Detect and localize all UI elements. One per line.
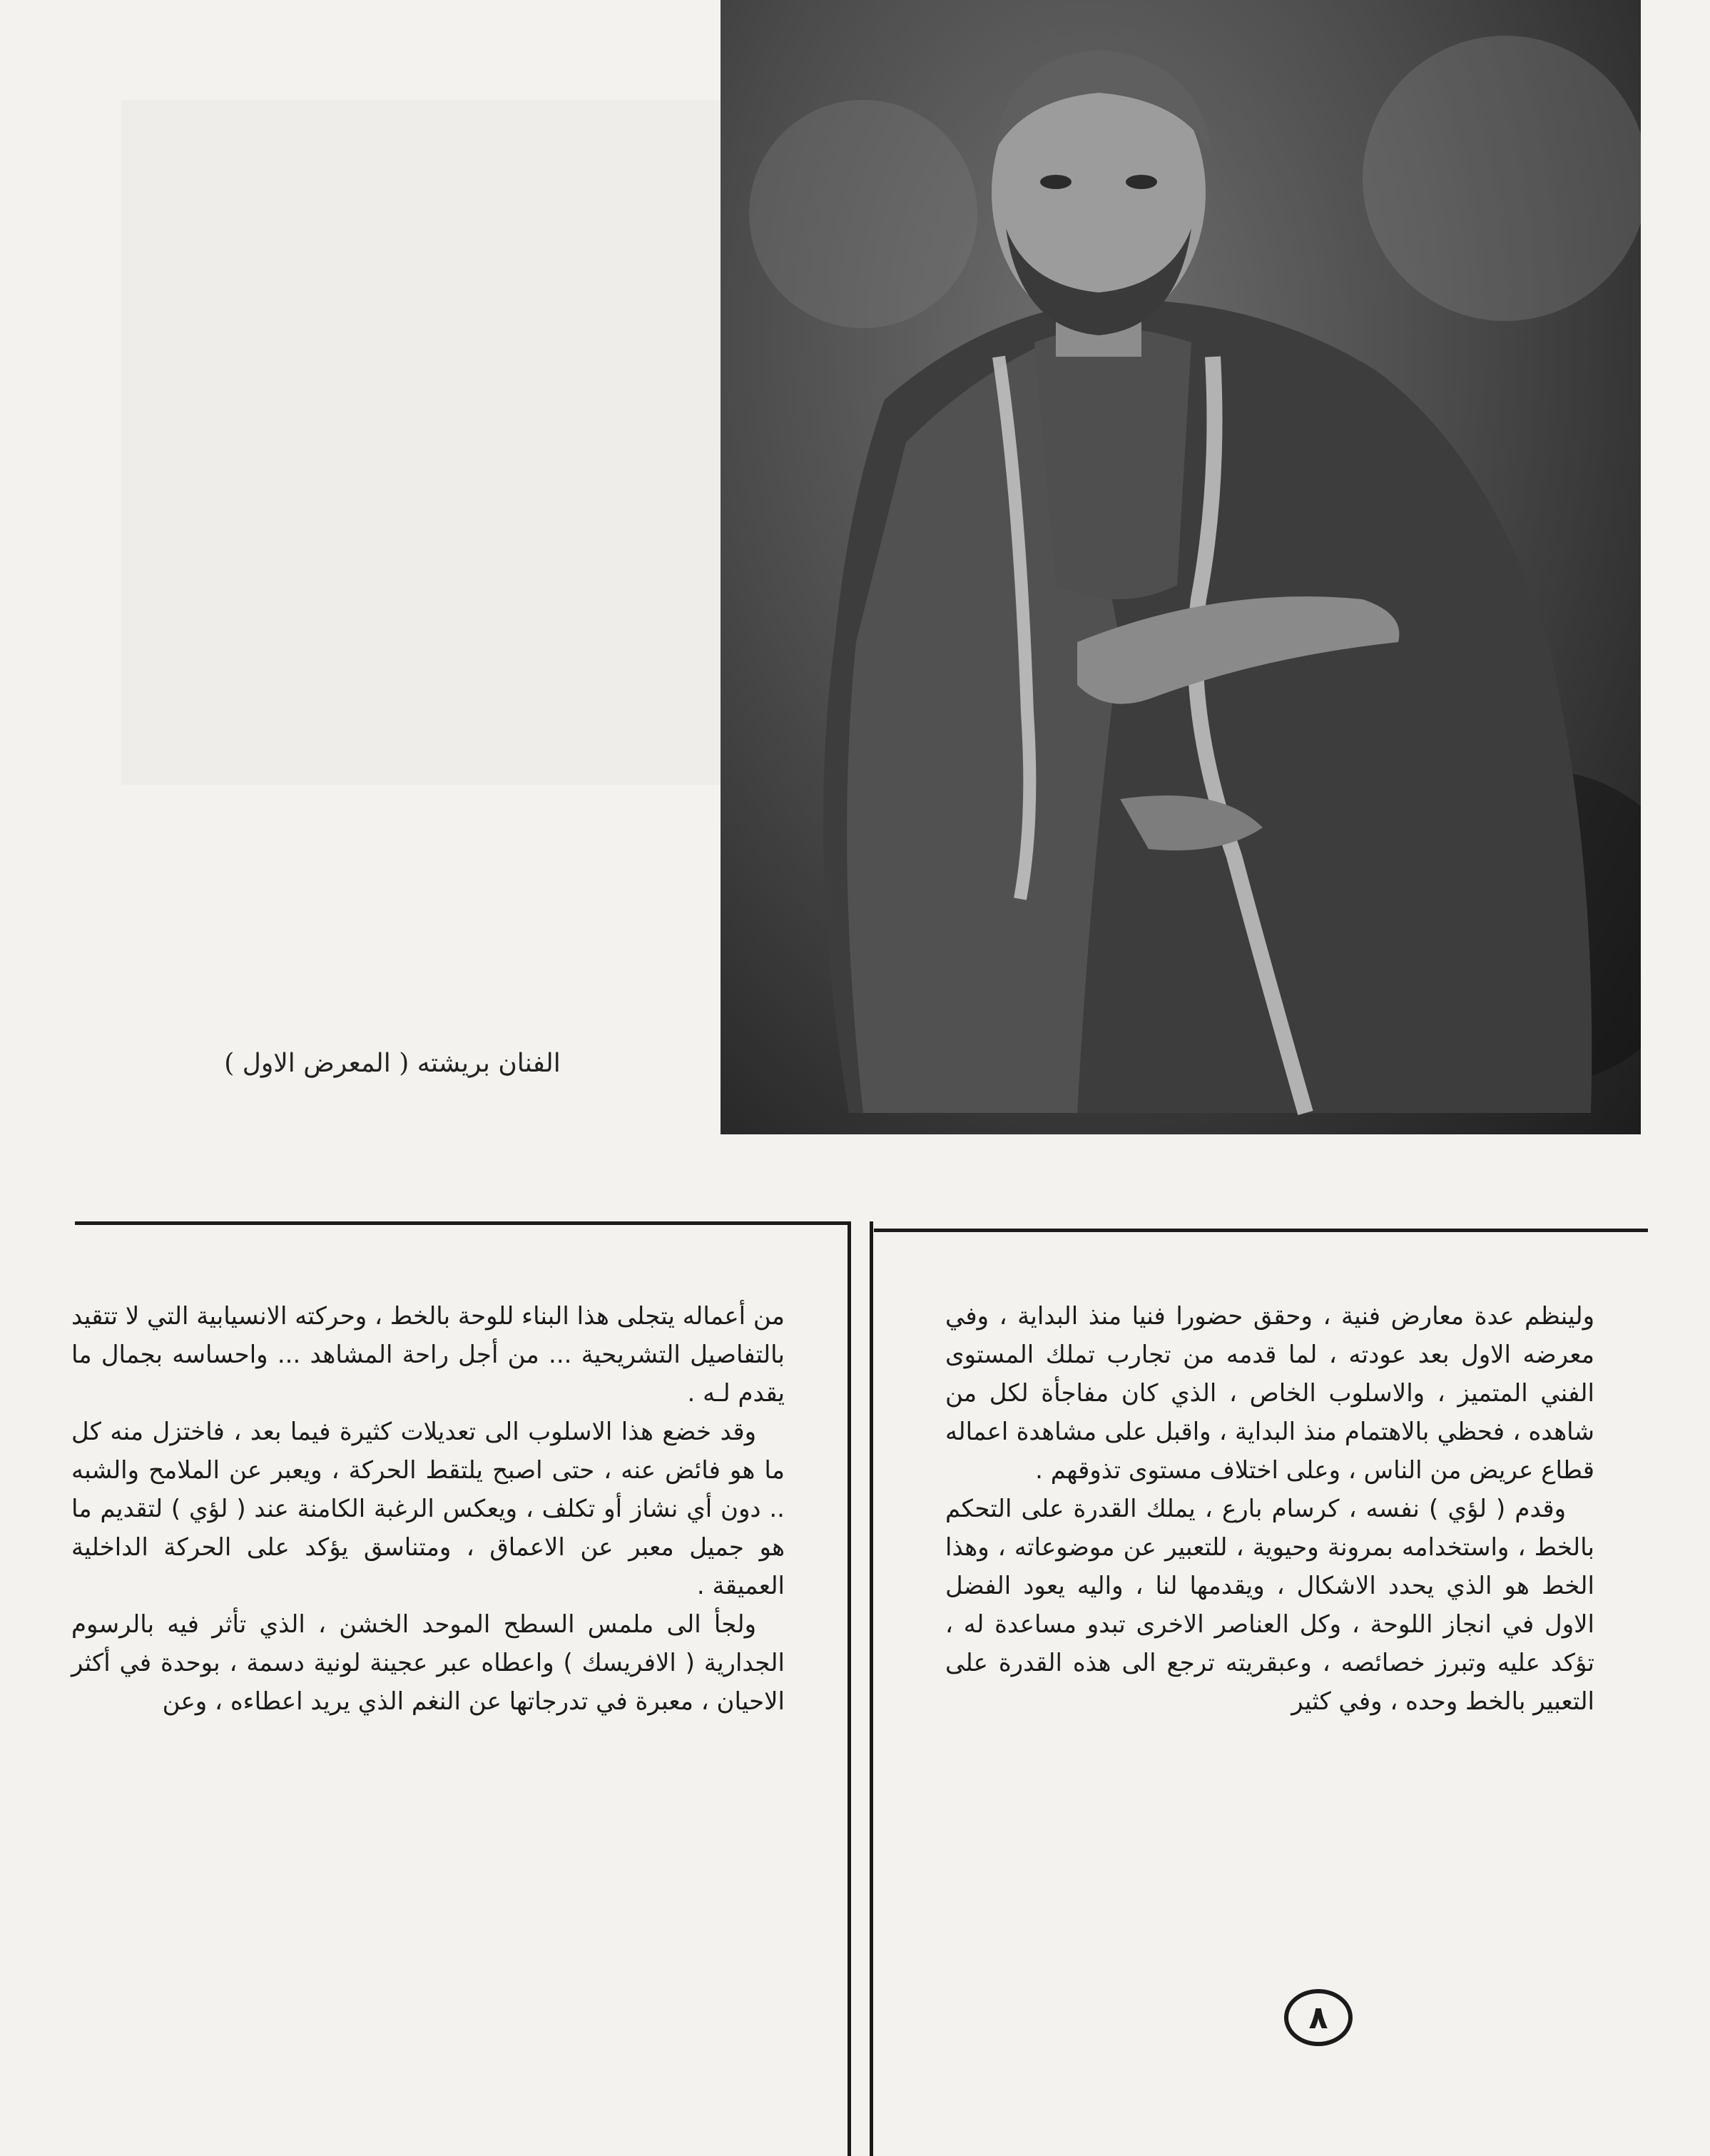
horizontal-rule-right xyxy=(874,1229,1648,1232)
horizontal-rule-left xyxy=(75,1221,849,1225)
paragraph: وقدم ( لؤي ) نفسه ، كرسام بارع ، يملك القدرة على التحكم بالخط ، واستخدامه بمرونة وحيوية ، للتعبير عن موضوعاته ، وهذا الخط هو الذي يحدد الاشكال ، ويقدمها لنا ، واليه يعود الفضل الاول في انجاز اللوحة ، وكل العناصر الاخرى تبدو مساعدة له ، تؤكد عليه وتبرز خصائصه ، وعبقريته ترجع الى هذه القدرة على التعبير بالخط وحده ، وفي كثير xyxy=(945,1495,1594,1716)
column-divider xyxy=(848,1221,873,2156)
paragraph: من أعماله يتجلى هذا البناء للوحة بالخط ، وحركته الانسيابية التي لا تتقيد بالتفاصيل التشريحية ... من أجل راحة المشاهد ... واحساسه بجمال ما يقدم لـه . xyxy=(71,1302,785,1408)
photo-caption: الفنان بريشته ( المعرض الاول ) xyxy=(224,1049,561,1078)
bleed-through-shadow xyxy=(121,100,721,785)
portrait-figure-drawing xyxy=(721,0,1641,1134)
page-number: ٨ xyxy=(1284,1989,1353,2046)
article-column-right xyxy=(945,1297,1594,1721)
portrait-painting xyxy=(721,0,1641,1134)
paragraph: وقد خضع هذا الاسلوب الى تعديلات كثيرة فيما بعد ، فاختزل منه كل ما هو فائض عنه ، حتى اصبح يلتقط الحركة ، ويعبر عن الملامح والشبه .. دون أي نشاز أو تكلف ، ويعكس الرغبة الكامنة عند ( لؤي ) لتقديم ما هو جميل معبر عن الاعماق ، ومتناسق يؤكد على الحركة الداخلية العميقة . xyxy=(71,1418,785,1600)
paragraph: ولجأ الى ملمس السطح الموحد الخشن ، الذي تأثر فيه بالرسوم الجدارية ( الافريسك ) واعطاه عبر عجينة لونية دسمة ، بوحدة في أكثر الاحيان ، معبرة في تدرجاتها عن النغم الذي يريد اعطاءه ، وعن xyxy=(71,1610,785,1716)
article-column-left xyxy=(71,1297,785,1721)
paragraph: ولينظم عدة معارض فنية ، وحقق حضورا فنيا منذ البداية ، وفي معرضه الاول بعد عودته ، لما قدمه من تجارب تملك المستوى الفني المتميز ، والاسلوب الخاص ، الذي كان مفاجأة لكل من شاهده ، فحظي بالاهتمام منذ البداية ، واقبل على مشاهدة اعماله قطاع عريض من الناس ، وعلى اختلاف مستوى تذوقهم . xyxy=(945,1302,1594,1485)
